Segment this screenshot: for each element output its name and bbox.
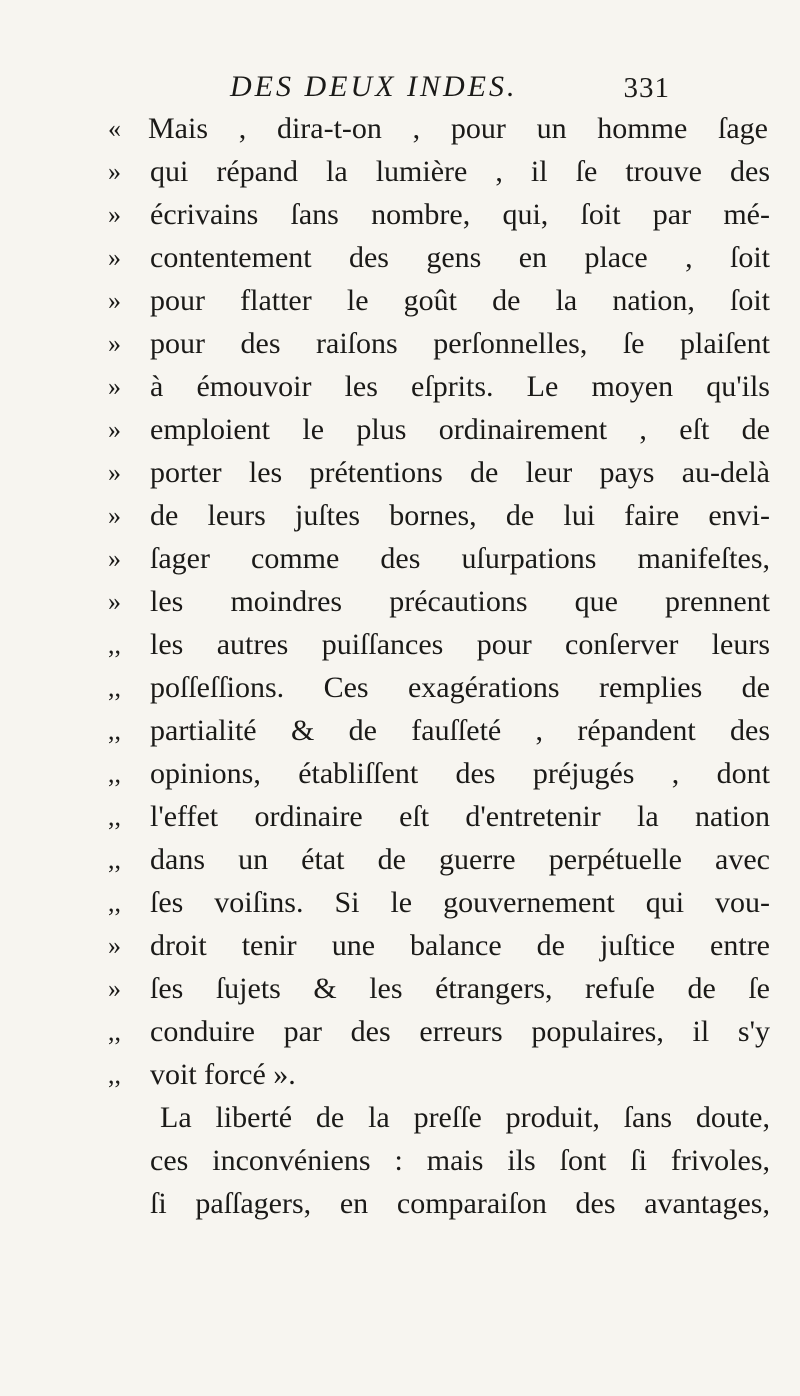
- quote-mark: ,,: [108, 716, 121, 745]
- quote-mark: «: [108, 114, 121, 143]
- line-text: ſager comme des uſurpations manifeſtes,: [150, 542, 770, 575]
- text-line: [0, 410, 800, 450]
- text-line: [0, 324, 800, 364]
- quote-mark: »: [108, 544, 121, 573]
- quote-mark: »: [108, 974, 121, 1003]
- quote-mark: »: [108, 243, 121, 272]
- running-title: DES DEUX INDES.: [230, 70, 518, 103]
- text-line: [0, 195, 800, 235]
- line-text: les moindres précautions que prennent: [150, 585, 770, 618]
- quote-mark: »: [108, 587, 121, 616]
- line-text: partialité & de fauſſeté , répandent des: [150, 714, 770, 747]
- text-line: [0, 1055, 800, 1095]
- line-text: conduire par des erreurs populaires, il s'y: [150, 1015, 770, 1048]
- line-text: de leurs juſtes bornes, de lui faire envi-: [150, 499, 770, 532]
- line-text: ſi paſſagers, en comparaiſon des avantages,: [150, 1187, 770, 1220]
- quote-mark: »: [108, 931, 121, 960]
- line-text: droit tenir une balance de juſtice entre: [150, 929, 770, 962]
- line-text: voit forcé ».: [150, 1058, 296, 1091]
- text-line: [0, 367, 800, 407]
- line-text: qui répand la lumière , il ſe trouve des: [150, 155, 770, 188]
- quote-mark: »: [108, 157, 121, 186]
- quote-mark: ,,: [108, 888, 121, 917]
- text-line: [0, 711, 800, 751]
- line-text: à émouvoir les eſprits. Le moyen qu'ils: [150, 370, 770, 403]
- line-text: les autres puiſſances pour conſerver leurs: [150, 628, 770, 661]
- paragraph-first-line: [0, 1098, 800, 1138]
- line-text: porter les prétentions de leur pays au-delà: [150, 456, 770, 489]
- line-text: pour flatter le goût de la nation, ſoit: [150, 284, 770, 317]
- text-line: [0, 1184, 800, 1224]
- text-line: [0, 1012, 800, 1052]
- text-line: [0, 109, 800, 149]
- text-line: [0, 969, 800, 1009]
- line-text: ces inconvéniens : mais ils ſont ſi frivoles,: [150, 1144, 770, 1177]
- page-number: 331: [623, 72, 670, 104]
- text-line: [0, 238, 800, 278]
- text-line: [0, 539, 800, 579]
- line-text: Mais , dira-t-on , pour un homme ſage: [148, 112, 768, 145]
- quote-mark: »: [108, 200, 121, 229]
- quote-mark: ,,: [108, 845, 121, 874]
- quote-mark: ,,: [108, 802, 121, 831]
- quote-mark: »: [108, 415, 121, 444]
- quote-mark: »: [108, 372, 121, 401]
- quote-mark: ,,: [108, 673, 121, 702]
- text-line: [0, 582, 800, 622]
- line-text: opinions, établiſſent des préjugés , dont: [150, 757, 770, 790]
- text-line: [0, 797, 800, 837]
- text-line: [0, 840, 800, 880]
- quote-mark: »: [108, 329, 121, 358]
- quote-mark: ,,: [108, 1060, 121, 1089]
- text-line: [0, 1141, 800, 1181]
- quote-mark: ,,: [108, 1017, 121, 1046]
- quote-mark: »: [108, 458, 121, 487]
- quote-mark: ,,: [108, 630, 121, 659]
- text-line: [0, 281, 800, 321]
- text-line: [0, 754, 800, 794]
- text-line: [0, 883, 800, 923]
- line-text: contentement des gens en place , ſoit: [150, 241, 770, 274]
- text-line: [0, 453, 800, 493]
- text-line: [0, 496, 800, 536]
- line-text: écrivains ſans nombre, qui, ſoit par mé-: [150, 198, 770, 231]
- line-text: emploient le plus ordinairement , eſt de: [150, 413, 770, 446]
- quote-mark: ,,: [108, 759, 121, 788]
- line-text: ſes voiſins. Si le gouvernement qui vou-: [150, 886, 770, 919]
- text-line: [0, 926, 800, 966]
- text-line: [0, 152, 800, 192]
- line-text: pour des raiſons perſonnelles, ſe plaiſent: [150, 327, 770, 360]
- line-text: poſſeſſions. Ces exagérations remplies de: [150, 671, 770, 704]
- quote-mark: »: [108, 286, 121, 315]
- line-text: ſes ſujets & les étrangers, refuſe de ſe: [150, 972, 770, 1005]
- line-text: l'effet ordinaire eſt d'entretenir la nation: [150, 800, 770, 833]
- line-text: dans un état de guerre perpétuelle avec: [150, 843, 770, 876]
- text-line: [0, 625, 800, 665]
- line-text: La liberté de la preſſe produit, ſans doute,: [160, 1101, 770, 1134]
- page-header: [230, 70, 670, 110]
- text-line: [0, 668, 800, 708]
- quote-mark: »: [108, 501, 121, 530]
